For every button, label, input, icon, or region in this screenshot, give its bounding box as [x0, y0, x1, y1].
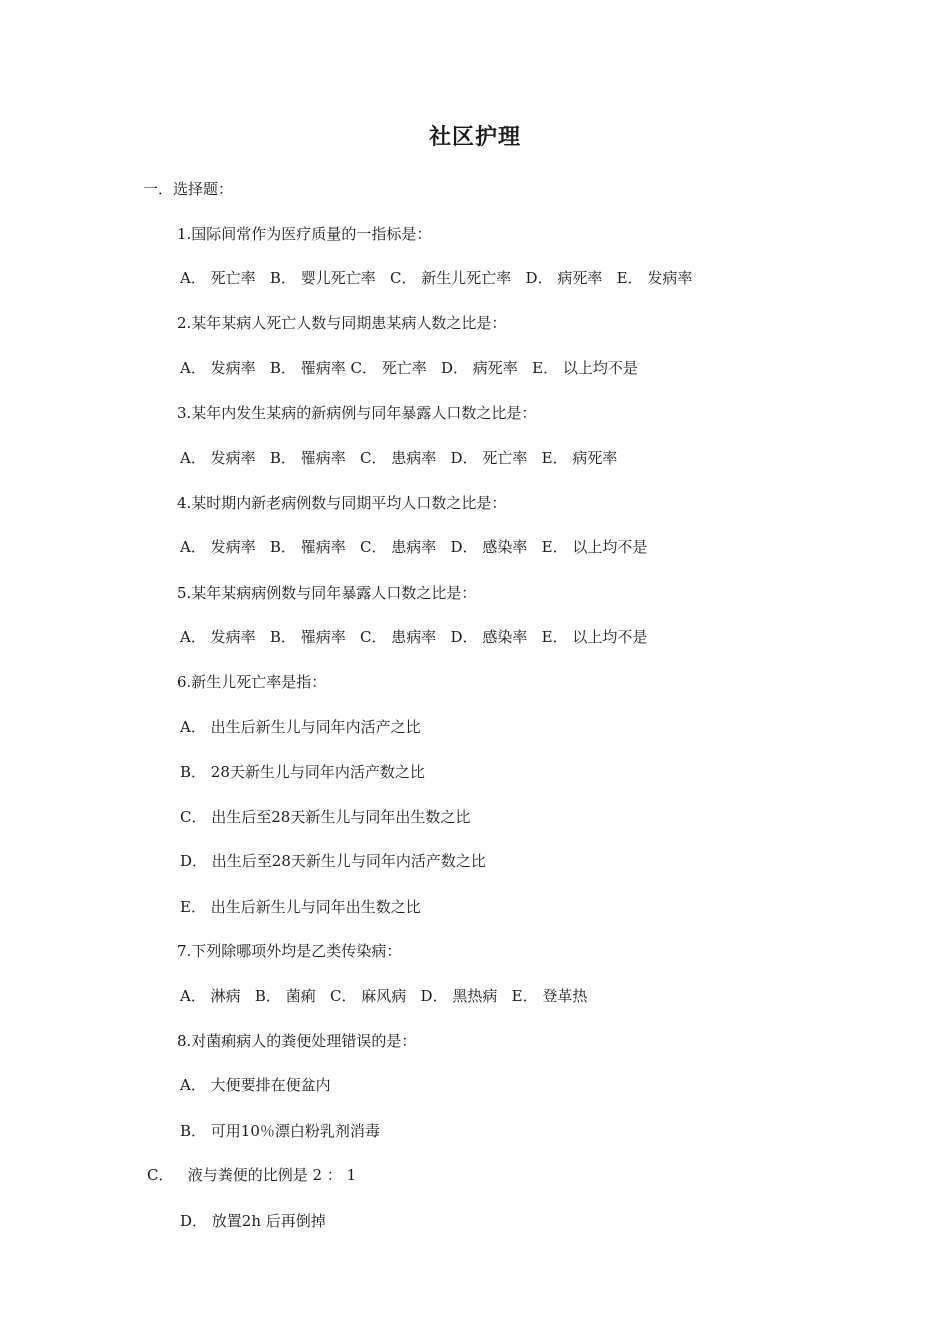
- question-6-option-a: A． 出生后新生儿与同年内活产之比: [180, 718, 421, 736]
- question-3-options: A． 发病率 B． 罹病率 C． 患病率 D． 死亡率 E． 病死率: [180, 449, 618, 467]
- question-8-option-c: C． 液与粪便的比例是 2 ： 1: [147, 1166, 357, 1184]
- question-7: 7.下列除哪项外均是乙类传染病：: [177, 942, 402, 960]
- question-8-option-b: B． 可用10％漂白粉乳剂消毒: [180, 1122, 380, 1140]
- question-6-option-c: C． 出生后至28天新生儿与同年出生数之比: [180, 808, 471, 826]
- question-5: 5.某年某病病例数与同年暴露人口数之比是：: [177, 584, 477, 602]
- question-1-options: A． 死亡率 B． 婴儿死亡率 C． 新生儿死亡率 D． 病死率 E． 发病率: [180, 269, 693, 287]
- question-2: 2.某年某病人死亡人数与同期患某病人数之比是：: [177, 314, 507, 332]
- question-5-options: A． 发病率 B． 罹病率 C． 患病率 D． 感染率 E． 以上均不是: [180, 628, 648, 646]
- question-7-options: A． 淋病 B． 菌痢 C． 麻风病 D． 黑热病 E． 登革热: [180, 987, 588, 1005]
- section-heading: 一．选择题：: [143, 180, 234, 198]
- question-8-option-a: A． 大便要排在便盆内: [180, 1076, 331, 1094]
- question-6-option-b: B． 28天新生儿与同年内活产数之比: [180, 763, 425, 781]
- question-6-option-d: D． 出生后至28天新生儿与同年内活产数之比: [180, 852, 486, 870]
- question-6-option-e: E． 出生后新生儿与同年出生数之比: [180, 898, 421, 916]
- question-4-options: A． 发病率 B． 罹病率 C． 患病率 D． 感染率 E． 以上均不是: [180, 538, 648, 556]
- question-8-option-d: D． 放置2h 后再倒掉: [180, 1212, 326, 1230]
- page-title: 社区护理: [428, 125, 521, 150]
- question-3: 3.某年内发生某病的新病例与同年暴露人口数之比是：: [177, 404, 537, 422]
- question-4: 4.某时期内新老病例数与同期平均人口数之比是：: [177, 494, 507, 512]
- question-1: 1.国际间常作为医疗质量的一指标是：: [177, 225, 432, 243]
- question-6: 6.新生儿死亡率是指：: [177, 673, 327, 691]
- question-2-options: A． 发病率 B． 罹病率 C． 死亡率 D． 病死率 E． 以上均不是: [180, 359, 638, 377]
- question-8: 8.对菌痢病人的粪便处理错误的是：: [177, 1032, 417, 1050]
